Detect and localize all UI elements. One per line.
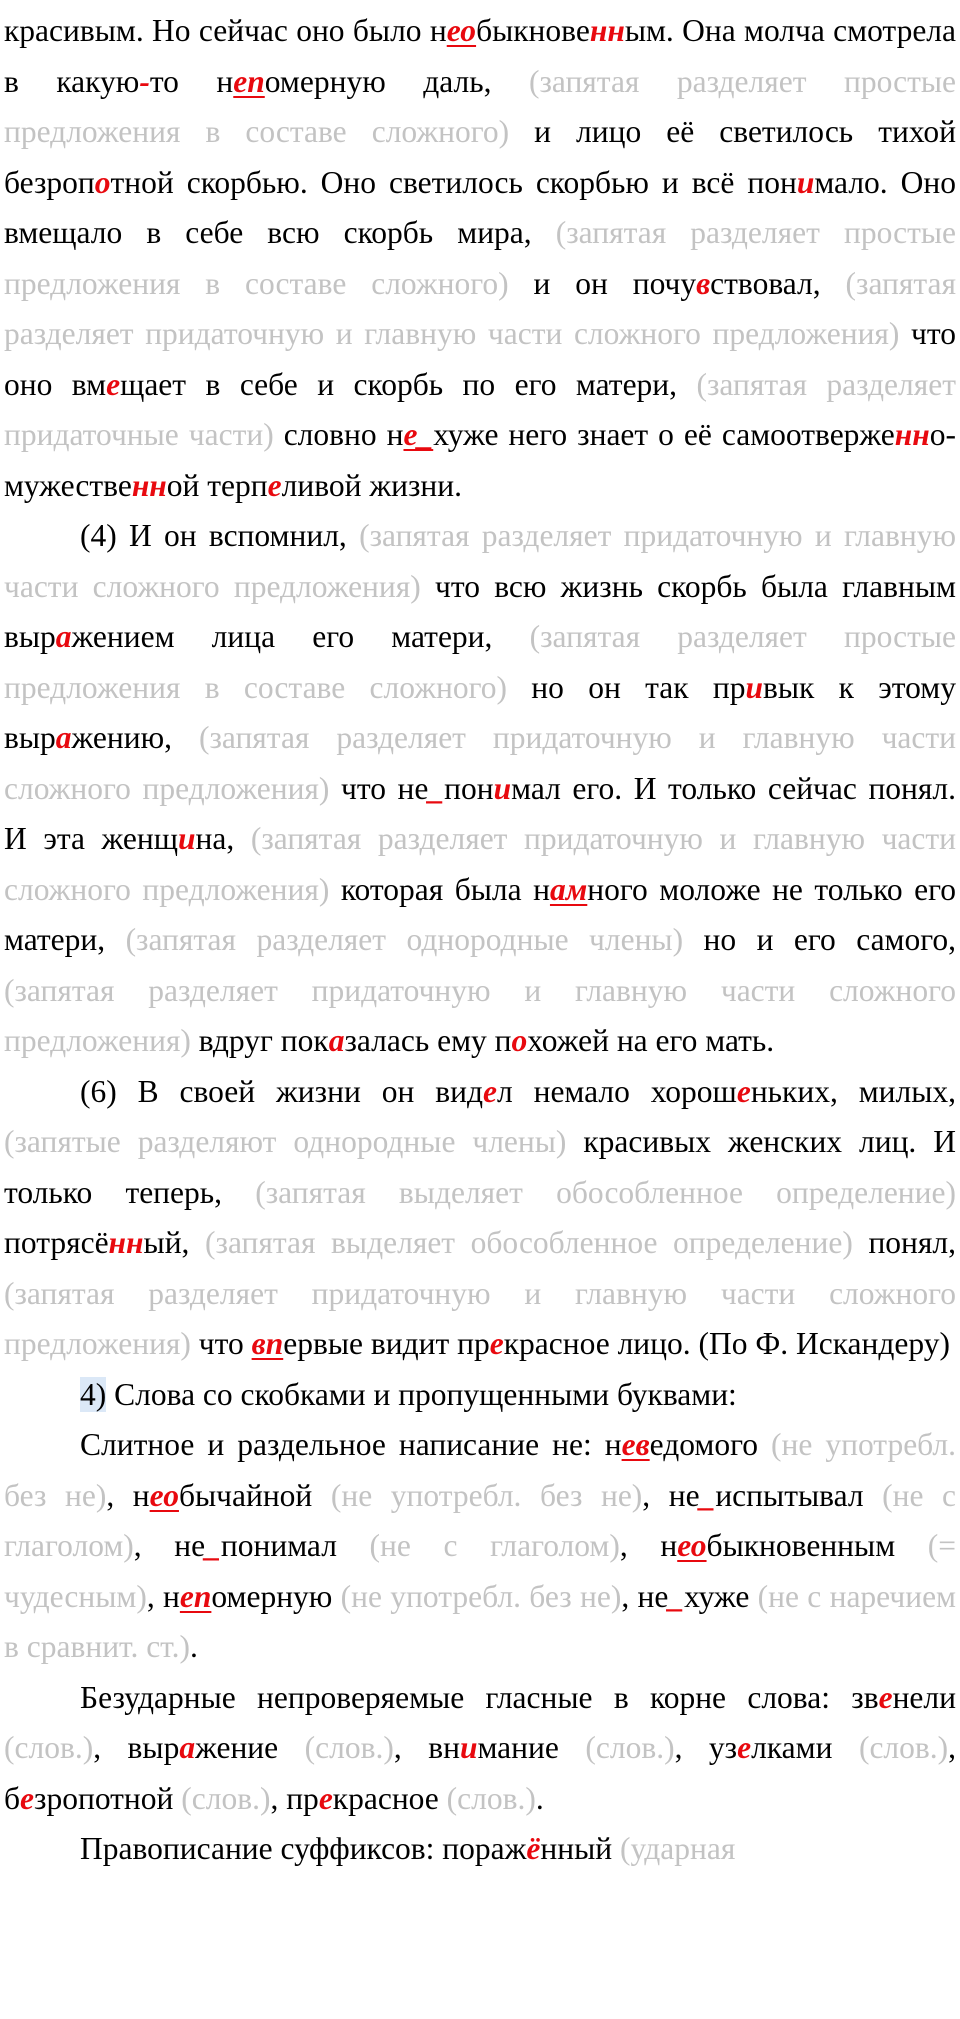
text-run: красное лицо. (По Ф. Искандеру): [503, 1326, 950, 1361]
text-run: ым. Она молча смотрела в какую: [4, 13, 957, 99]
highlighted-letters: нн: [131, 467, 167, 503]
annotation-note: (запятая разделяет простые предложения в составе сложного): [4, 619, 957, 705]
paragraph: [4, 511, 956, 1067]
text-run: быкнове: [476, 13, 590, 48]
highlighted-letters: ам: [549, 871, 588, 907]
paragraph: [4, 1824, 956, 1875]
text-run: и он почу: [508, 265, 697, 301]
annotation-note: (не с наречием в сравнит. ст.): [4, 1578, 956, 1664]
text-run: то н: [149, 63, 234, 99]
text-run: испытывал: [715, 1477, 883, 1513]
text-run: ервые видит пр: [283, 1326, 490, 1361]
text-run: Безударные непроверяемые гласные в корне слова: зв: [80, 1679, 879, 1715]
highlighted-letters: нн: [589, 13, 625, 48]
text-run: , не: [642, 1477, 700, 1513]
text-run: которая была н: [329, 871, 550, 907]
highlighted-letters: еп: [233, 63, 265, 99]
highlighted-letters: ев: [621, 1427, 650, 1462]
text-run: залась ему п: [344, 1023, 512, 1058]
annotation-note: (запятая разделяет придаточную и главную части сложного предложения): [4, 972, 956, 1058]
highlighted-letters: _: [428, 770, 445, 806]
annotation-note: (запятая разделяет простые предложения в составе сложного): [4, 215, 956, 301]
text-run: хуже: [684, 1578, 758, 1614]
highlighted-letters: е: [878, 1679, 893, 1715]
highlighted-letters: _: [668, 1578, 685, 1614]
text-run: Слова со скобками и пропущенными буквами:: [106, 1376, 737, 1412]
highlighted-letters: е: [267, 467, 282, 503]
annotation-note: (запятая выделяет обособленное определение): [255, 1174, 956, 1210]
annotation-note: (ударная: [620, 1831, 736, 1866]
annotation-note: (не с глаголом): [369, 1528, 620, 1563]
text-run: нели: [892, 1679, 956, 1715]
text-run: , н: [619, 1528, 678, 1563]
highlighted-letters: о: [94, 164, 111, 200]
highlighted-letters: ео: [446, 13, 477, 48]
highlighted-letters: е: [106, 366, 121, 402]
text-run: ый,: [143, 1225, 206, 1260]
highlighted-letters: и: [796, 164, 815, 200]
highlighted-letters: а: [55, 720, 72, 755]
highlighted-letters: е: [318, 1780, 333, 1816]
text-run: пон: [444, 770, 494, 806]
highlighted-letters: и: [178, 821, 196, 856]
text-run: ой терп: [166, 467, 268, 503]
highlighted-letters: е: [736, 1073, 751, 1109]
annotation-note: (слов.): [4, 1730, 94, 1765]
text-run: мание: [477, 1730, 586, 1765]
text-run: ного моложе не только его матери,: [4, 871, 956, 957]
highlighted-letters: нн: [894, 417, 930, 452]
text-run: нный: [540, 1831, 621, 1866]
highlighted-letters: е: [482, 1073, 497, 1109]
text-run: красное: [332, 1780, 447, 1816]
highlighted-letters: нн: [108, 1225, 144, 1260]
highlighted-letters: ё: [526, 1831, 541, 1866]
annotation-note: (запятая разделяет придаточную и главную части сложного предложения): [4, 720, 956, 806]
text-run: ствовал,: [710, 265, 846, 301]
text-run: хуже него знает о её самоотверже: [433, 417, 895, 452]
text-run: бычайной: [178, 1477, 331, 1513]
text-run: хожей на его мать.: [527, 1023, 775, 1058]
paragraph: [4, 1673, 956, 1825]
text-run: л немало хорош: [496, 1073, 737, 1109]
text-run: тной скорбью. Оно светилось скорбью и всё пон: [110, 164, 797, 200]
annotation-note: (не употребл. без не): [340, 1578, 622, 1614]
highlighted-letters: ео: [149, 1477, 179, 1513]
annotation-note: (слов.): [304, 1730, 394, 1765]
annotation-note: (не с глаголом): [4, 1477, 956, 1563]
text-run: что: [190, 1326, 252, 1361]
text-run: Правописание суффиксов: пораж: [80, 1831, 527, 1866]
annotation-note: (запятая разделяет простые предложения в составе сложного): [4, 63, 956, 149]
highlighted-letters: а: [179, 1730, 196, 1765]
highlighted-letters: а: [55, 619, 72, 654]
highlighted-letters: е: [489, 1326, 504, 1361]
annotation-note: (запятая разделяет придаточные части): [4, 366, 956, 452]
text-run: , пр: [270, 1780, 319, 1816]
text-run: но и его самого,: [683, 922, 956, 957]
highlighted-letters: е: [20, 1780, 35, 1816]
annotation-note: (запятая разделяет однородные члены): [125, 922, 684, 957]
text-run: зропотной: [34, 1780, 182, 1816]
highlighted-letters: е_: [403, 417, 434, 452]
section-number: 4): [80, 1376, 107, 1412]
text-run: (6) В своей жизни он вид: [80, 1073, 483, 1109]
annotation-note: (запятая выделяет обособленное определение): [205, 1225, 853, 1260]
text-run: но он так пр: [506, 669, 746, 705]
highlighted-letters: а: [328, 1023, 345, 1058]
annotation-note: (слов.): [181, 1780, 271, 1816]
highlighted-letters: _: [699, 1477, 716, 1513]
highlighted-letters: вп: [251, 1326, 284, 1361]
text-run: понял,: [852, 1225, 956, 1260]
text-run: что всю жизнь скорбь была главным выр: [4, 568, 956, 654]
text-run: .: [535, 1780, 544, 1816]
text-run: омерную: [211, 1578, 341, 1614]
paragraph: [4, 6, 956, 511]
annotation-note: (= чудесным): [4, 1528, 957, 1614]
annotation-note: (запятая разделяет придаточную и главную части сложного предложения): [4, 265, 956, 351]
annotation-note: (слов.): [446, 1780, 536, 1816]
text-run: жению,: [71, 720, 199, 755]
highlighted-letters: е: [737, 1730, 752, 1765]
annotation-note: (слов.): [858, 1730, 949, 1765]
text-run: едомого: [649, 1427, 771, 1462]
text-run: потрясё: [4, 1225, 109, 1260]
text-run: , вн: [393, 1730, 460, 1765]
text-run: , н: [146, 1578, 180, 1614]
text-run: , уз: [674, 1730, 738, 1765]
text-run: омерную даль,: [264, 63, 529, 99]
annotation-note: (запятая разделяет придаточную и главную части сложного предложения): [4, 821, 956, 907]
text-run: вдруг пок: [190, 1023, 329, 1058]
text-run: о-мужестве: [4, 417, 956, 503]
text-run: , б: [4, 1730, 957, 1816]
annotation-note: (не употребл. без не): [4, 1427, 957, 1513]
highlighted-letters: -: [139, 63, 150, 99]
highlighted-letters: и: [459, 1730, 478, 1765]
text-run: вык к этому выр: [4, 669, 956, 755]
text-run: красивых женских лиц. И только теперь,: [4, 1124, 956, 1210]
text-run: жением лица его матери,: [71, 619, 530, 654]
text-run: , н: [106, 1477, 150, 1513]
text-run: , не: [133, 1528, 206, 1563]
annotation-note: (не употребл. без не): [330, 1477, 643, 1513]
text-run: и лицо её светилось тихой безроп: [4, 114, 956, 200]
text-run: (4) И он вспомнил,: [80, 518, 360, 553]
paragraph: [4, 1370, 956, 1421]
highlighted-letters: и: [745, 669, 763, 705]
text-run: лками: [751, 1730, 859, 1765]
text-run: .: [189, 1629, 198, 1664]
text-run: ньких, милых,: [750, 1073, 957, 1109]
text-run: словно н: [273, 417, 404, 452]
highlighted-letters: ео: [677, 1528, 707, 1563]
highlighted-letters: в: [696, 265, 711, 301]
text-run: понимал: [220, 1528, 370, 1563]
highlighted-letters: о: [511, 1023, 528, 1058]
text-run: что оно вм: [4, 316, 956, 402]
annotation-note: (слов.): [585, 1730, 675, 1765]
annotation-note: (запятые разделяют однородные члены): [4, 1124, 567, 1159]
text-run: ливой жизни.: [281, 467, 462, 503]
annotation-note: (запятая разделяет придаточную и главную части сложного предложения): [4, 518, 956, 604]
text-run: быкновенным: [706, 1528, 928, 1563]
text-run: щает в себе и скорбь по его матери,: [120, 366, 697, 402]
text-run: , не: [621, 1578, 669, 1614]
text-run: на,: [195, 821, 251, 856]
highlighted-letters: _: [205, 1528, 221, 1563]
text-run: Слитное и раздельное написание не: н: [80, 1427, 622, 1462]
paragraph: [4, 1420, 956, 1673]
highlighted-letters: и: [493, 770, 512, 806]
text-run: что не: [329, 770, 429, 806]
highlighted-letters: еп: [179, 1578, 212, 1614]
text-run: красивым. Но сейчас оно было н: [4, 13, 447, 48]
annotation-note: (запятая разделяет придаточную и главную части сложного предложения): [4, 1275, 956, 1361]
text-run: мало. Оно вмещало в себе всю скорбь мира,: [4, 164, 956, 250]
text-run: жение: [195, 1730, 305, 1765]
text-run: мал его. И только сейчас понял. И эта женщ: [4, 770, 956, 856]
text-run: , выр: [93, 1730, 180, 1765]
paragraph: [4, 1067, 956, 1370]
